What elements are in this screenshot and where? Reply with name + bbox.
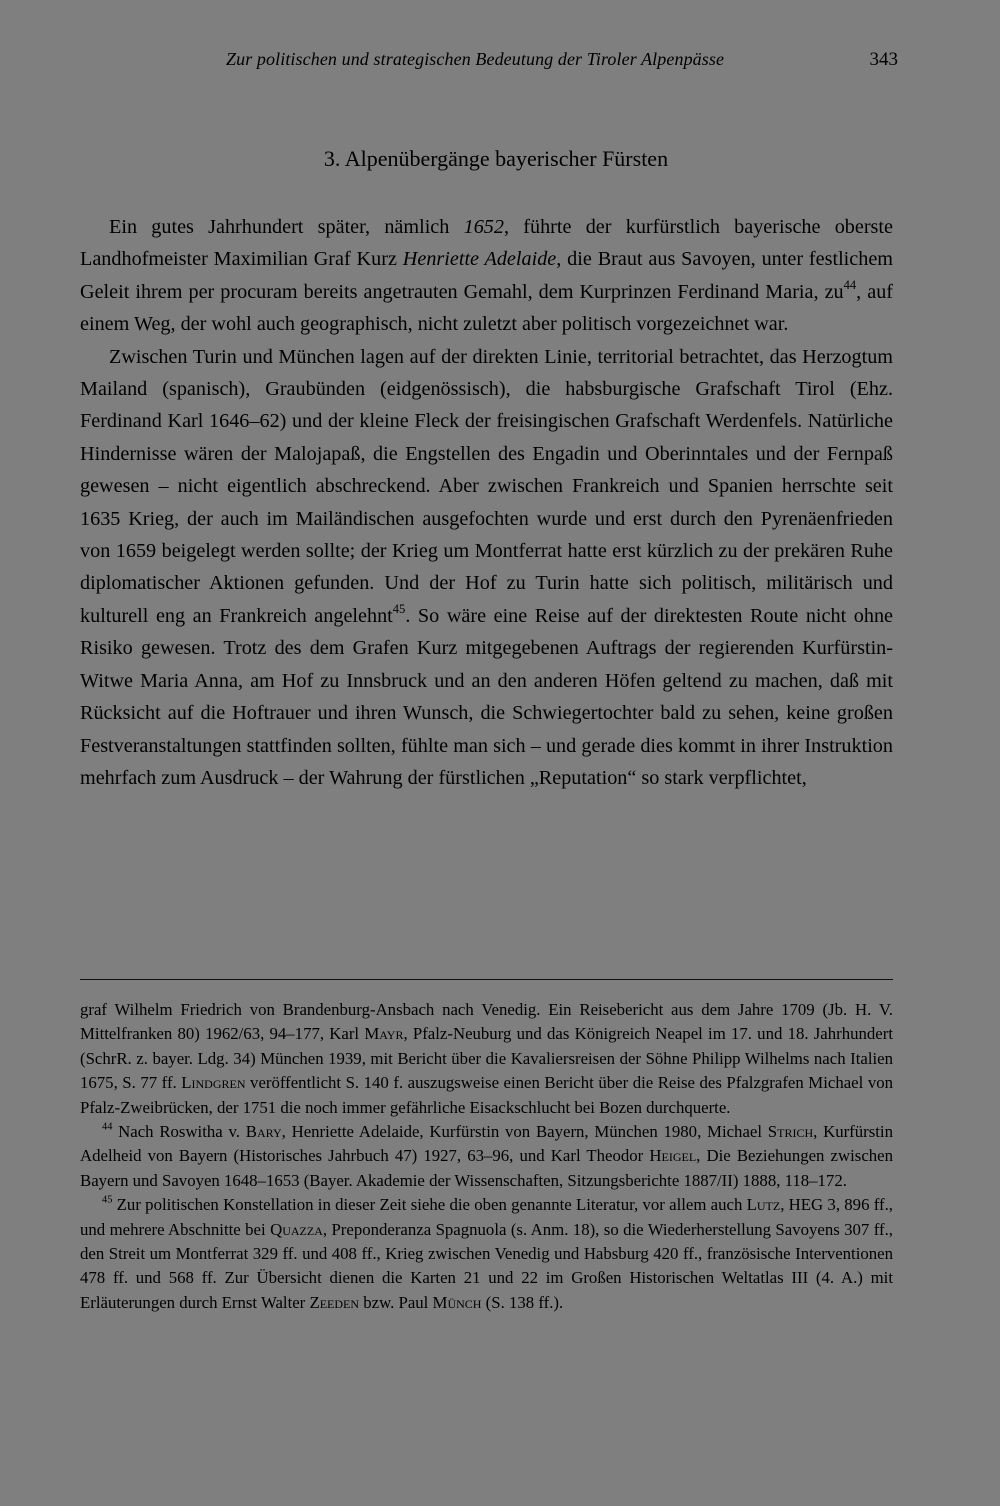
running-head	[80, 49, 898, 77]
author-smallcaps: Quazza	[270, 1219, 323, 1239]
author-smallcaps: Münch	[432, 1292, 482, 1312]
text-run: Zwischen Turin und München lagen auf der direkten Linie, territorial betrachtet, das Herzogtum Mailand (spanisch), Graubünden (eidgenössisch), die habsburgische Grafschaft Tirol (Ehz. Ferdinand Karl 1646–62) und der kleine Fleck der freisingischen Grafschaft Werdenfels. Natürliche Hindernisse wären der Malojapaß, die Engstellen des Engadin und Oberinntales und der Fernpaß gewesen – nicht eigentlich abschreckend. Aber zwischen Frankreich und Spanien herrschte seit 1635 Krieg, der auch im Mailändischen ausgefochten wurde und erst durch den Pyrenäenfrieden von 1659 beigelegt werden sollte; der Krieg um Montferrat hatte erst kürzlich zu der prekären Ruhe diplomatischer Aktionen gefunden. Und der Hof zu Turin hatte sich politisch, militärisch und kulturell eng an Frankreich angelehnt	[80, 345, 893, 627]
section-heading: 3. Alpenübergänge bayerischer Fürsten	[323, 146, 669, 171]
text-run: veröffentlicht S. 140 f. auszugsweise einen Bericht über die Reise des Pfalzgrafen Michael von Pfalz-Zweibrücken, der 1751 die noch immer gefährliche Eisackschlucht bei Bozen durchquerte.	[80, 1073, 893, 1117]
text-run: , Pfalz-Neuburg und das Königreich Neapel im 17. und 18. Jahrhundert (SchrR. z. bayer. Ldg. 34) München 1939, mit Bericht über die Kavaliersreisen der Söhne Philipp Wilhelms nach Italien 1675, S. 77 ff.	[80, 1024, 893, 1093]
footnote-number: 44	[102, 1121, 113, 1133]
text-run: . So wäre eine Reise auf der direktesten Route nicht ohne Risiko gewesen. Trotz des dem Grafen Kurz mitgegebenen Auftrags der regierenden Kurfürstin-Witwe Maria Anna, am Hof zu Innsbruck und an den anderen Höfen geltend zu machen, daß mit Rücksicht auf die Hoftrauer und ihren Wunsch, die Schwiegertochter bald zu sehen, keine großen Festveranstaltungen stattfinden sollten, fühlte man sich – und gerade dies kommt in ihrer Instruktion mehrfach zum Ausdruck – der Wahrung der fürstlichen „Reputation“ so stark verpflichtet,	[80, 604, 893, 789]
text-run: Nach Roswitha v.	[112, 1122, 246, 1142]
text-run: , auf einem Weg, der wohl auch geographisch, nicht zuletzt aber politisch vorgezeichnet war.	[80, 280, 894, 336]
paragraph-2	[80, 341, 893, 795]
author-smallcaps: Lindgren	[181, 1073, 246, 1093]
text-run: , Henriette Adelaide, Kurfürstin von Bayern, München 1980, Michael	[281, 1122, 768, 1142]
footnotes	[80, 998, 893, 1315]
text-run: , führte der kurfürstlich bayerische oberste Landhofmeister Maximilian Graf Kurz	[80, 216, 893, 271]
running-title: Zur politischen und strategischen Bedeutung der Tiroler Alpenpässe	[226, 49, 725, 69]
footnote-number: 45	[102, 1194, 113, 1206]
text-run: , Die Beziehungen zwischen Bayern und Savoyen 1648–1653 (Bayer. Akademie der Wissenschaften, Sitzungsberichte 1887/II) 1888, 118–172.	[80, 1146, 893, 1190]
year-italic: 1652	[463, 216, 504, 238]
author-smallcaps: Lutz	[746, 1195, 781, 1215]
text-run: , HEG 3, 896 ff., und mehrere Abschnitte bei	[80, 1195, 893, 1239]
author-smallcaps: Heigel	[649, 1146, 697, 1166]
text-run: graf Wilhelm Friedrich von Brandenburg-Ansbach nach Venedig. Ein Reisebericht aus dem Jahre 1709 (Jb. H. V. Mittelfranken 80) 1962/63, 94–177, Karl	[80, 1000, 893, 1044]
text-run: , Kurfürstin Adelheid von Bayern (Historisches Jahrbuch 47) 1927, 63–96, und Karl Theodor	[80, 1122, 893, 1166]
author-smallcaps: Zeeden	[309, 1292, 360, 1312]
footnote-rule	[80, 979, 893, 980]
footnote-continuation	[80, 998, 893, 1120]
text-run: (S. 138 ff.).	[481, 1292, 564, 1312]
body-text	[80, 211, 893, 794]
text-run: , Preponderanza Spagnuola (s. Anm. 18), so die Wiederherstellung Savoyens 307 ff., den Streit um Montferrat 329 ff. und 408 ff., Krieg zwischen Venedig und Habsburg 420 ff., französische Interventionen 478 ff. und 568 ff. Zur Übersicht dienen die Karten 21 und 22 im Großen Historischen Weltatlas III (4. A.) mit Erläuterungen durch Ernst Walter	[80, 1219, 893, 1312]
text-run: Ein gutes Jahrhundert später, nämlich	[109, 216, 464, 238]
author-smallcaps: Mayr	[364, 1024, 404, 1044]
paragraph-1	[80, 211, 893, 341]
author-smallcaps: Strich	[767, 1122, 814, 1142]
footnote-44	[80, 1120, 893, 1193]
author-smallcaps: Bary	[245, 1122, 282, 1142]
footnote-ref-45[interactable]: 45	[392, 602, 406, 617]
name-italic: Henriette Adelaide	[402, 248, 557, 271]
text-run: Zur politischen Konstellation in dieser Zeit siehe die oben genannte Literatur, vor allem auch	[112, 1195, 747, 1215]
footnote-ref-44[interactable]: 44	[843, 278, 857, 293]
page-number: 343	[869, 49, 898, 70]
footnote-45	[80, 1193, 893, 1315]
text-run: bzw. Paul	[359, 1292, 433, 1312]
text-run: , die Braut aus Savoyen, unter festlichem Geleit ihrem per procuram bereits angetrauten Gemahl, dem Kurprinzen Ferdinand Maria, zu	[80, 248, 894, 303]
